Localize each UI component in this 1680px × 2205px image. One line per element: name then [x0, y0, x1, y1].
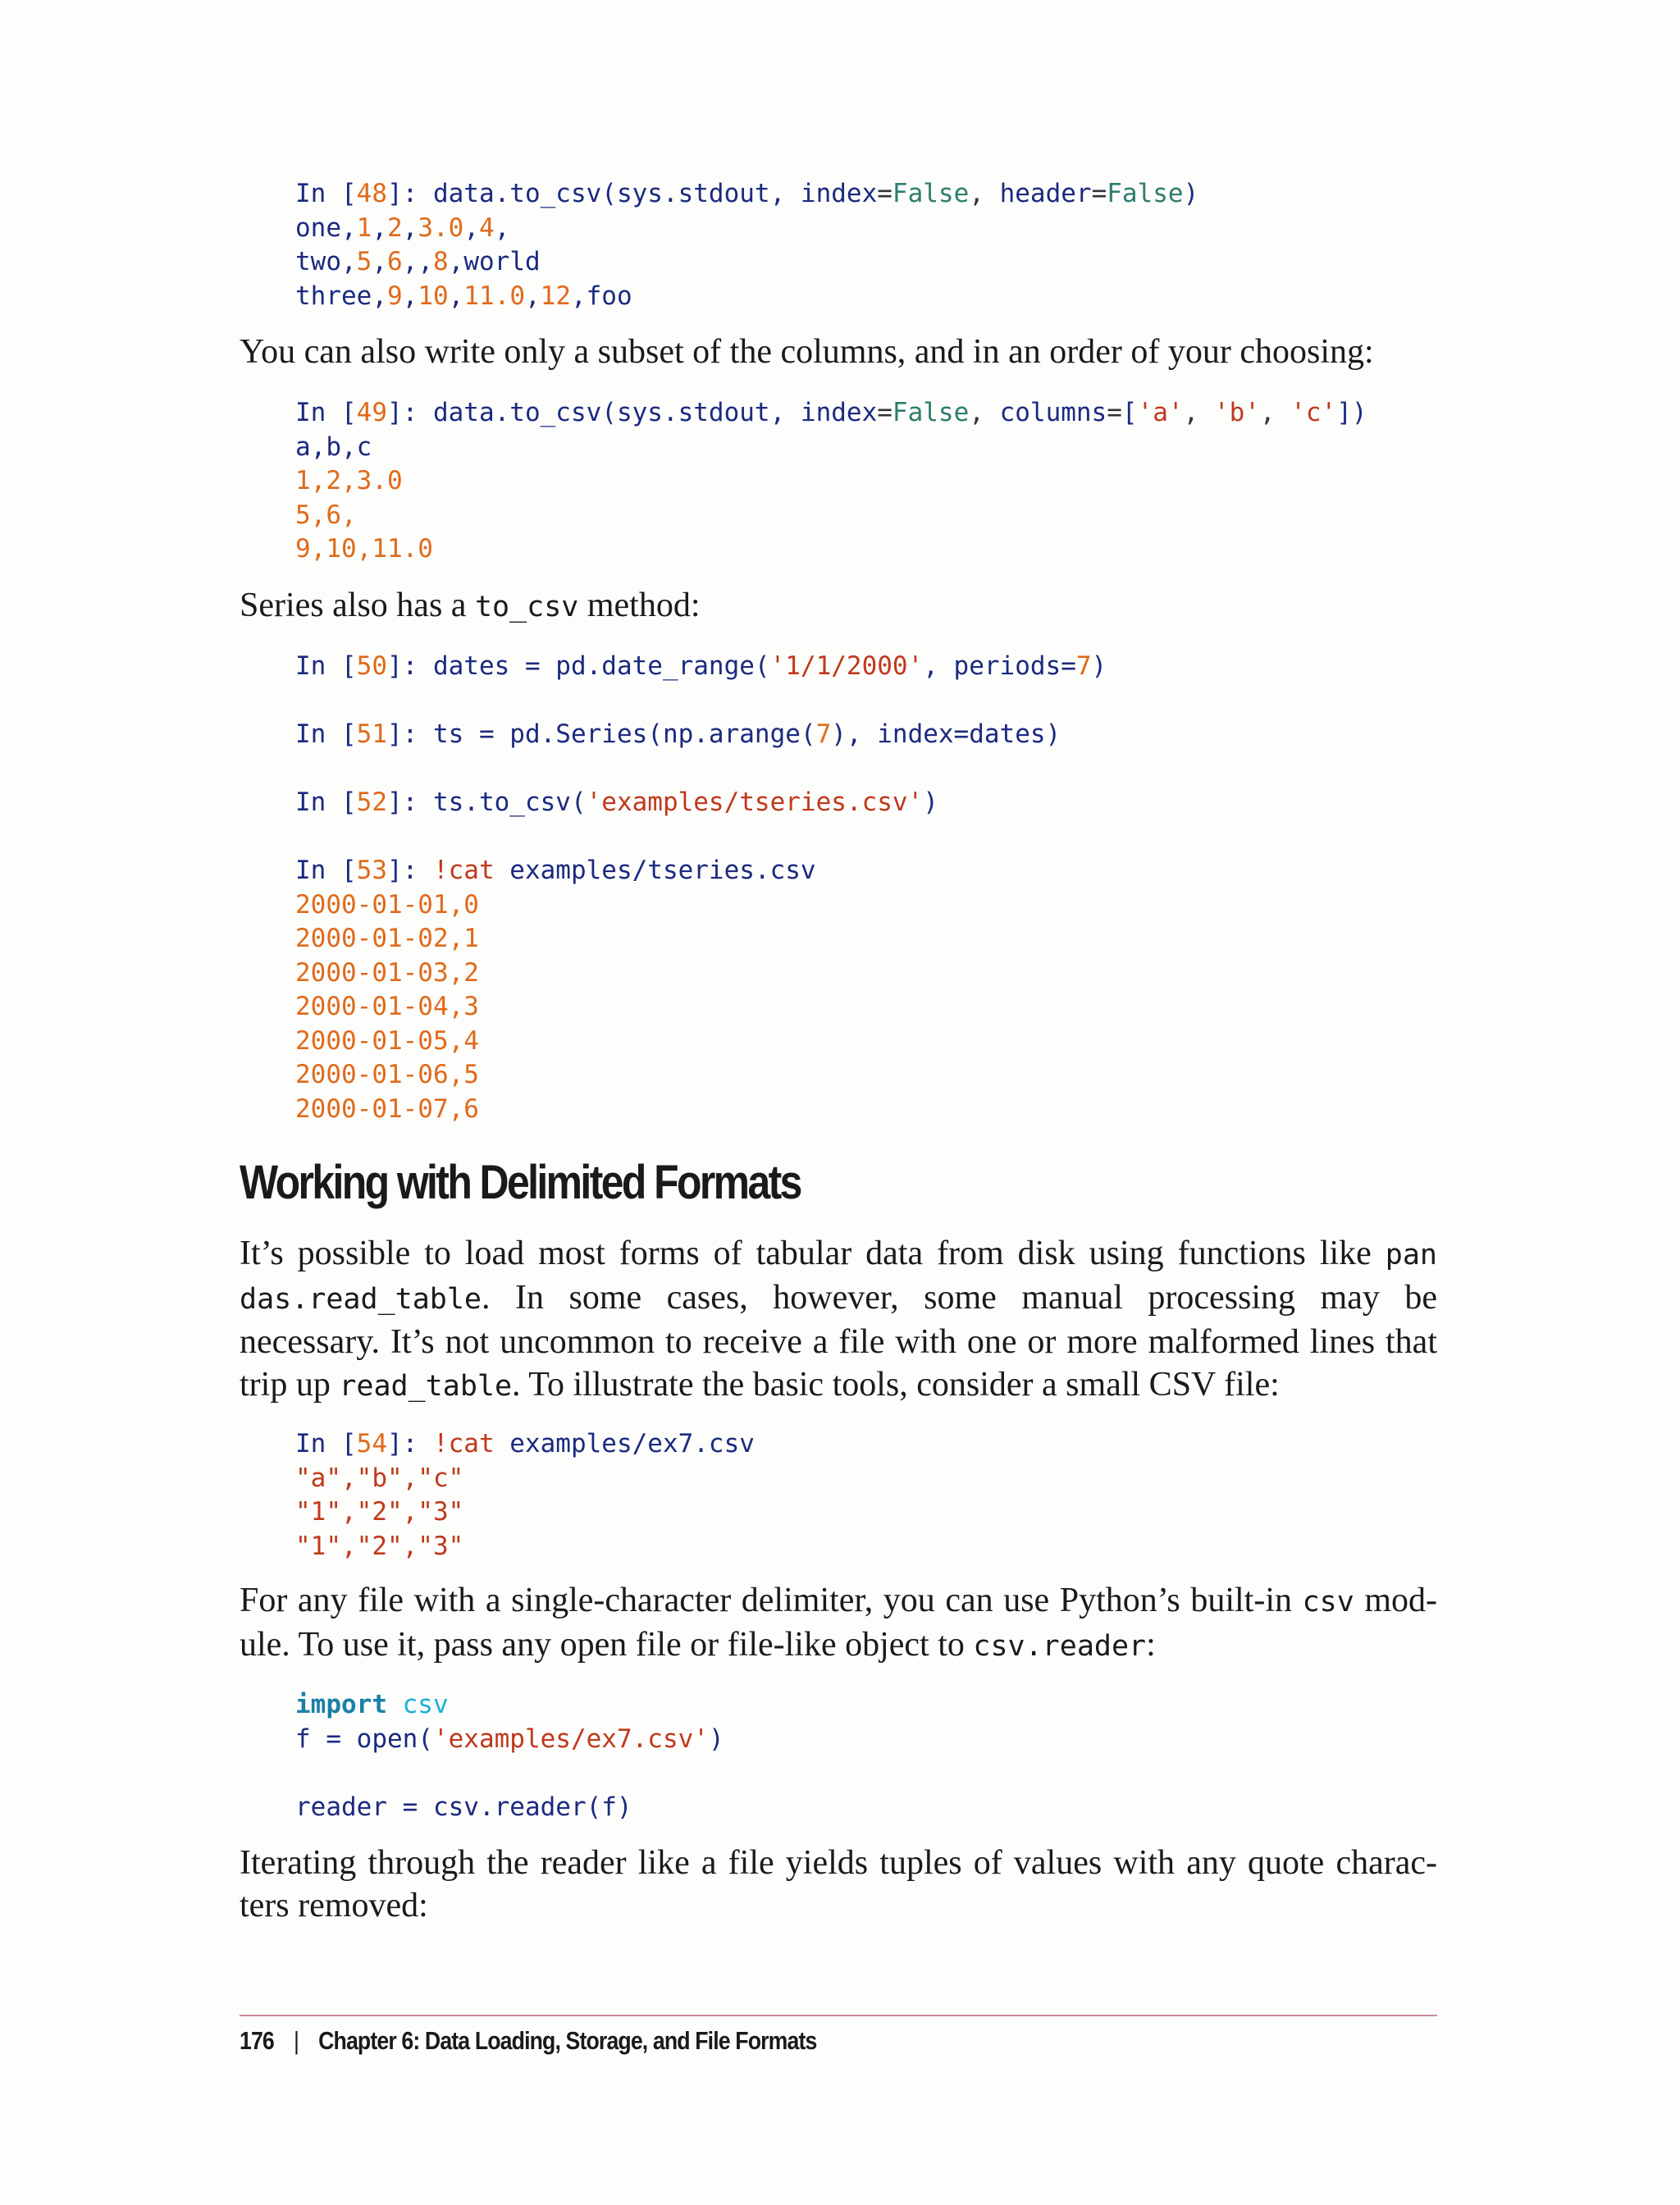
output-line: two,5,6,,8,world	[295, 247, 541, 276]
output-line: "1","2","3"	[295, 1497, 464, 1527]
output-line: "a","b","c"	[295, 1463, 464, 1493]
output-line: 2000-01-01,0	[295, 889, 479, 920]
code-block-columns-subset: In [49]: data.to_csv(sys.stdout, index=False, columns=['a', 'b', 'c']) a,b,c 1,2,3.0 5,6, 9,10,11.0	[295, 398, 1367, 564]
output-line: 9,10,11.0	[295, 534, 433, 564]
output-line: one,1,2,3.0,4,	[295, 212, 510, 243]
page-footer	[240, 2026, 816, 2056]
page-number: 176	[240, 2026, 274, 2055]
paragraph-iterating-reader: Iterating through the reader like a file yields tuples of values with any quote charac- ters removed:	[240, 1844, 1437, 1924]
output-line: 2000-01-05,4	[295, 1025, 479, 1056]
code-block-csv-reader: import csv f = open('examples/ex7.csv') reader = csv.reader(f)	[295, 1690, 724, 1822]
output-line: a,b,c	[295, 431, 372, 462]
output-line: 2000-01-04,3	[295, 992, 479, 1021]
output-line: 5,6,	[295, 500, 357, 530]
output-line: three,9,10,11.0,12,foo	[295, 281, 632, 311]
paragraph-csv-module: For any file with a single-character delimiter, you can use Python’s built-in csv mod- ule. To use it, pass any open file or file-like object to csv.reader:	[240, 1582, 1438, 1664]
output-line: 1,2,3.0	[295, 466, 403, 495]
chapter-title: Chapter 6: Data Loading, Storage, and File Formats	[318, 2026, 817, 2055]
prompt: In [48]:	[295, 179, 433, 208]
paragraph-series-to-csv: Series also has a to_csv method:	[240, 587, 701, 624]
footer-divider	[240, 2015, 1437, 2016]
paragraph-subset-columns: You can also write only a subset of the columns, and in an order of your choosing:	[240, 333, 1374, 371]
footer-separator: |	[293, 2026, 299, 2055]
paragraph-delimited-intro: It’s possible to load most forms of tabular data from disk using functions like pan das.read_table. In some cases, however, some manual processing may be necessary. It’s not uncommon to receive a file with one or more malformed lines that trip up read_table. To illustrate the basic tools, consider a small CSV file:	[240, 1235, 1437, 1404]
code-block-cat-ex7: In [54]: !cat examples/ex7.csv "a","b","c" "1","2","3" "1","2","3"	[295, 1429, 755, 1561]
output-line: 2000-01-06,5	[295, 1060, 479, 1089]
code-block-series-to-csv: In [50]: dates = pd.date_range('1/1/2000', periods=7) In [51]: ts = pd.Series(np.arange(7), index=dates) In [52]: ts.to_csv('examples/tseries.csv') In [53]: !cat examples/tseries.csv 2000-01-01,0 2000-01-02,1 2000-01-03,2 2000-01-04,3 2000-01-05,4 2000-01-06,5 2000-01-07,6	[295, 651, 1107, 1124]
output-line: 2000-01-02,1	[295, 924, 479, 953]
output-line: 2000-01-03,2	[295, 957, 479, 988]
output-line: "1","2","3"	[295, 1531, 464, 1561]
section-heading: Working with Delimited Formats	[240, 1156, 801, 1209]
output-line: 2000-01-07,6	[295, 1093, 479, 1124]
code-call: data.to_csv(sys.stdout,	[432, 179, 801, 208]
code-block-to-csv-stdout: In [48]: data.to_csv(sys.stdout, index=False, header=False) one,1,2,3.0,4, two,5,6,,8,world three,9,10,11.0,12,foo	[295, 179, 1199, 311]
